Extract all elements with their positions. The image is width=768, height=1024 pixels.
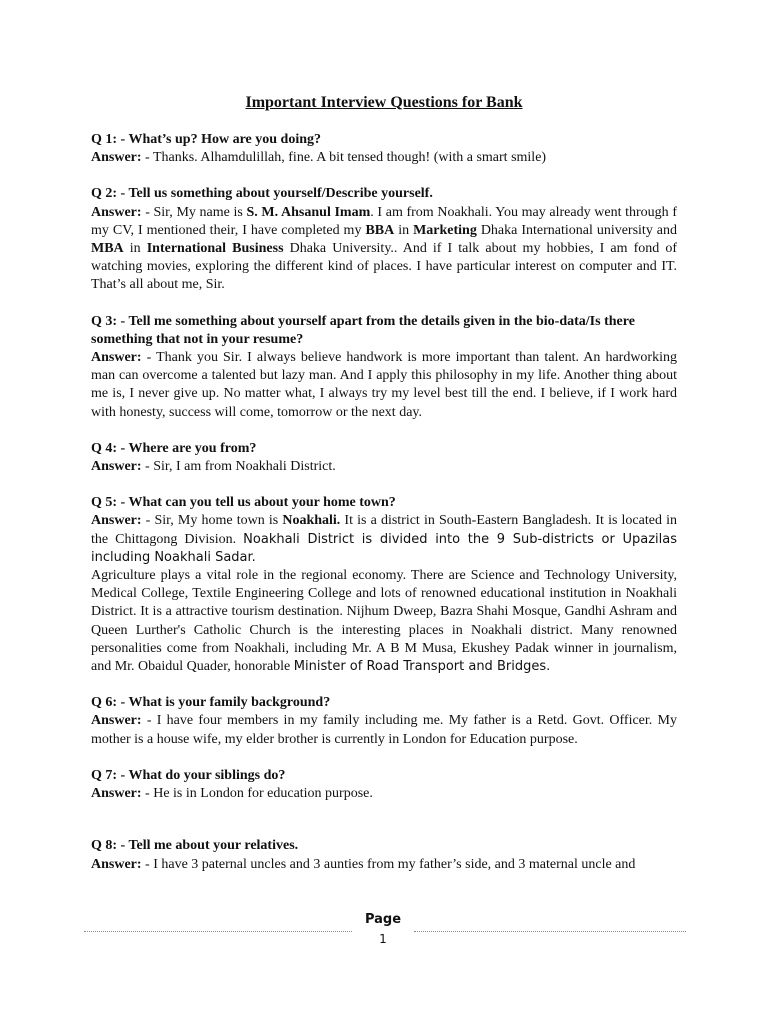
- qa-item-6: [91, 694, 677, 749]
- question: Q 6: - What is your family background?: [91, 695, 331, 711]
- answer: [91, 149, 677, 167]
- answer-continued: [91, 567, 677, 676]
- answer-degree: MBA: [91, 241, 124, 257]
- answer-text: - Sir, I am from Noakhali District.: [141, 459, 336, 475]
- answer-text: - Sir, My home town is: [141, 513, 283, 529]
- answer-text: Dhaka International university and: [476, 222, 678, 238]
- qa-item-5: [91, 494, 677, 676]
- answer-text: Dhaka University.. And if I talk about my hobbies, I am fond of watching movies, exploring the different kind of places. I have particular interest on computer and IT. That’s all about me, Sir.: [91, 241, 677, 293]
- answer-label: Answer:: [91, 459, 142, 475]
- question: Q 8: - Tell me about your relatives.: [91, 838, 299, 854]
- page-label: Page: [364, 912, 402, 927]
- answer: [91, 512, 677, 567]
- qa-item-1: [91, 131, 677, 167]
- footer-divider-right: [414, 931, 686, 932]
- answer-text: - I have 3 paternal uncles and 3 aunties from my father’s side, and 3 maternal uncle and: [141, 856, 636, 872]
- answer-label: Answer:: [91, 713, 142, 729]
- answer-label: Answer:: [91, 513, 142, 529]
- answer-text: - He is in London for education purpose.: [141, 786, 373, 802]
- question: Q 7: - What do your siblings do?: [91, 767, 286, 783]
- answer-text: Agriculture plays a vital role in the regional economy. There are Science and Technology University, Medical College, Textile Engineering College and lots of renowned educational institution in Noakhali District. It is a attractive tourism destination. Nijhum Dweep, Bazra Shahi Mosque, Gandhi Ashram and Queen Lurther's Catholic Church is the interesting places in Noakhali district. Many renowned personalities come from Noakhali, including Mr. A B M Musa, Ekushey Padak winner in journalism, and Mr. Obaidul Quader, honorable: [91, 568, 677, 675]
- document-body: [91, 131, 677, 892]
- question: Q 1: - What’s up? How are you doing?: [91, 132, 321, 147]
- qa-item-3: [91, 313, 677, 422]
- answer-major: Marketing: [413, 222, 477, 238]
- document-title: Important Interview Questions for Bank: [245, 94, 523, 111]
- answer: [91, 204, 677, 295]
- question: Q 4: - Where are you from?: [91, 440, 257, 456]
- qa-item-7: [91, 767, 677, 803]
- qa-item-4: [91, 440, 677, 476]
- answer-label: Answer:: [91, 786, 142, 802]
- answer: [91, 712, 677, 748]
- answer: [91, 458, 677, 476]
- answer-text: - Thank you Sir. I always believe handwork is more important than talent. An hardworking man can overcome a talented but lazy man. And I apply this philosophy in my life. Another thing about me is, I never give up. No matter what, I always try my level best till the end. I believe, if I work hard with honesty, success will come, tomorrow or the next day.: [91, 350, 677, 420]
- question: Q 5: - What can you tell us about your home town?: [91, 495, 396, 511]
- answer-text: - Sir, My name is: [141, 204, 247, 220]
- answer-degree: BBA: [365, 222, 395, 238]
- answer: [91, 785, 677, 803]
- answer-text: - Thanks. Alhamdulillah, fine. A bit tensed though! (with a smart smile): [141, 150, 547, 166]
- answer-text: - I have four members in my family including me. My father is a Retd. Govt. Officer. My mother is a house wife, my elder brother is currently in London for Education purpose.: [91, 713, 677, 747]
- answer-label: Answer:: [91, 856, 142, 872]
- page-number: 1: [379, 932, 387, 946]
- footer-divider-left: [84, 931, 352, 932]
- qa-item-8: [91, 837, 677, 873]
- answer-label: Answer:: [91, 150, 142, 166]
- answer-text: in: [394, 222, 414, 238]
- question: Q 3: - Tell me something about yourself apart from the details given in the bio-data/Is there something that not in your resume?: [91, 313, 635, 347]
- answer-label: Answer:: [91, 204, 142, 220]
- answer: [91, 856, 677, 874]
- answer-text: . I am from Noakhali. You may already went through f my CV, I mentioned their, I have completed my: [91, 204, 677, 238]
- answer-text-sans: Minister of Road Transport and Bridges.: [293, 659, 551, 675]
- answer-place: Noakhali.: [282, 513, 341, 529]
- answer-text: in: [123, 241, 147, 257]
- answer-name: S. M. Ahsanul Imam: [246, 204, 371, 220]
- answer-text-sans: Noakhali District is divided into the 9 Sub-districts or Upazilas including Noakhali Sadar.: [91, 531, 677, 565]
- question: Q 2: - Tell us something about yourself/Describe yourself.: [91, 186, 433, 202]
- answer-major: International Business: [146, 241, 284, 257]
- qa-item-2: [91, 185, 677, 294]
- answer: [91, 349, 677, 422]
- answer-label: Answer:: [91, 350, 142, 366]
- answer-text: It is a district in South-Eastern Bangladesh. It is located in the Chittagong Division.: [91, 513, 677, 547]
